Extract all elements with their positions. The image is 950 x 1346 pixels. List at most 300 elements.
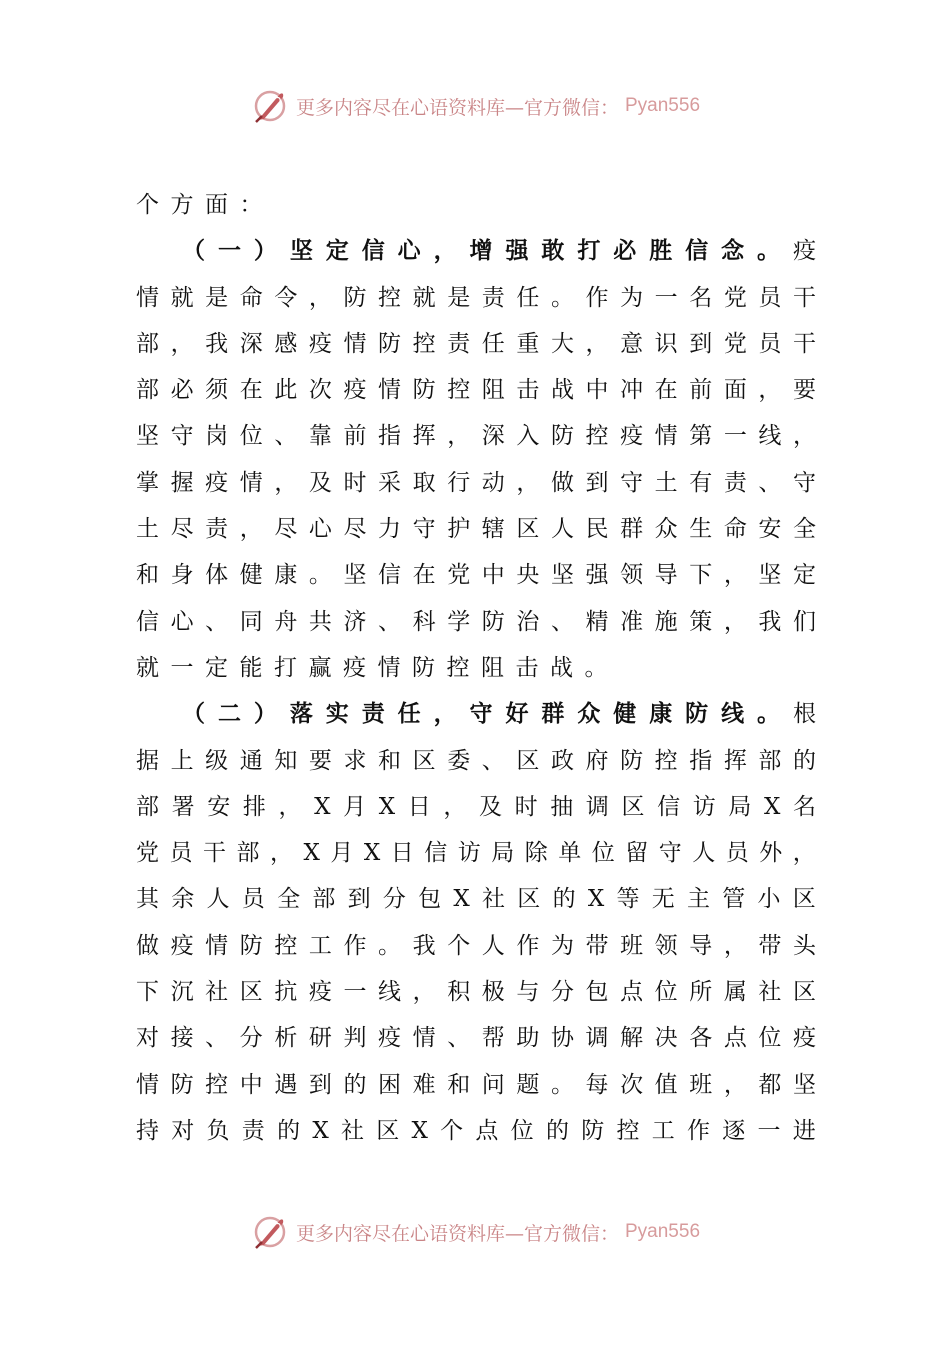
heading-char: 好 [505, 700, 529, 728]
text-char: 访 [457, 840, 481, 867]
text-char: X [411, 1117, 428, 1144]
text-char: 舟 [274, 608, 298, 635]
text-char: 据 [136, 747, 159, 774]
text-char: 为 [620, 284, 644, 311]
text-char: ， [170, 330, 194, 357]
text-char: 局 [728, 793, 752, 820]
text-char: 责 [447, 330, 471, 357]
text-char: 、 [447, 1025, 471, 1052]
text-char: 身 [170, 562, 194, 589]
text-char: 安 [207, 793, 231, 820]
text-char: 、 [205, 1025, 229, 1052]
text-char: 坚 [758, 562, 782, 589]
text-char: 战 [550, 377, 574, 404]
text-char: 所 [689, 979, 713, 1006]
text-char: 逐 [722, 1117, 746, 1144]
text-char: 责 [241, 1117, 265, 1144]
text-char: 防 [239, 932, 263, 959]
text-char: ， [792, 840, 816, 867]
text-char: X [587, 886, 605, 913]
text-char: 和 [378, 747, 402, 774]
text-char: 精 [585, 608, 609, 635]
paragraph-line [136, 784, 816, 830]
text-char: 疫 [170, 932, 194, 959]
text-char: 、 [550, 608, 574, 635]
text-char: 民 [585, 516, 609, 543]
text-char: 社 [340, 1117, 364, 1144]
text-char: 协 [550, 1025, 574, 1052]
text-char: 挥 [723, 747, 747, 774]
text-char: 靠 [308, 423, 332, 450]
text-char: 央 [516, 562, 540, 589]
text-char: 强 [585, 562, 609, 589]
text-char: 取 [412, 469, 436, 496]
text-char: 极 [481, 979, 505, 1006]
heading-char: 一 [217, 237, 241, 265]
text-char: 区 [621, 793, 645, 820]
text-char: 抽 [550, 793, 574, 820]
text-char: 局 [491, 840, 515, 867]
text-char: 安 [758, 516, 782, 543]
text-char: 信 [424, 840, 448, 867]
text-char: 就 [170, 284, 194, 311]
text-char: 群 [620, 516, 644, 543]
text-char: X [453, 886, 470, 913]
text-char: 责 [481, 284, 505, 311]
heading-char: 念 [721, 237, 745, 265]
heading-char: 胜 [649, 237, 673, 265]
text-char: ， [723, 1071, 747, 1098]
text-char: 尽 [274, 516, 298, 543]
text-char: 防 [481, 608, 505, 635]
text-char: 防 [343, 284, 367, 311]
text-char: 的 [277, 1117, 301, 1144]
text-char: 行 [447, 469, 471, 496]
text-char: 。 [550, 284, 574, 311]
text-char: 学 [447, 608, 471, 635]
text-char: 坚 [136, 423, 159, 450]
text-char: 无 [651, 886, 675, 913]
heading-char: ） [253, 237, 277, 265]
text-char: 名 [793, 793, 816, 820]
text-char: 区 [516, 747, 540, 774]
paragraph-line [136, 738, 816, 784]
heading-char: 打 [577, 237, 601, 265]
text-char: 人 [206, 886, 230, 913]
text-char: 到 [585, 469, 609, 496]
text-char: 击 [516, 377, 540, 404]
text-char: 沉 [170, 979, 194, 1006]
text-char: 情 [378, 377, 402, 404]
heading-char: 落 [289, 700, 313, 728]
text-char: 控 [616, 1117, 640, 1144]
text-char: 人 [481, 932, 505, 959]
text-char: 必 [170, 377, 194, 404]
text-char: 施 [654, 608, 678, 635]
paragraph-line [136, 275, 816, 321]
text-char: 入 [516, 423, 540, 450]
text-char: 策 [689, 608, 713, 635]
text-char: 科 [412, 608, 436, 635]
text-char: 头 [792, 932, 816, 959]
text-char: 控 [585, 423, 609, 450]
text-char: 到 [347, 886, 371, 913]
text-char: 点 [475, 1117, 499, 1144]
text-char: 党 [136, 840, 159, 867]
text-char: 调 [585, 1025, 609, 1052]
text-char: 除 [524, 840, 548, 867]
text-char: 同 [239, 608, 263, 635]
text-char: 情 [205, 932, 229, 959]
text-char: X [314, 793, 331, 820]
text-char: 社 [758, 979, 782, 1006]
text-char: 在 [654, 377, 678, 404]
text-char: 包 [418, 886, 442, 913]
text-char: 下 [689, 562, 713, 589]
heading-char: 信 [361, 237, 385, 265]
text-char: ， [239, 516, 263, 543]
text-char: 访 [692, 793, 716, 820]
text-char: 位 [510, 1117, 534, 1144]
heading-char: 强 [505, 237, 529, 265]
text-char: 干 [792, 284, 816, 311]
section-heading-line [136, 691, 816, 737]
text-char: 员 [241, 886, 265, 913]
text-char: 区 [376, 1117, 400, 1144]
text-char: 单 [558, 840, 582, 867]
text-char: 守 [792, 469, 816, 496]
heading-char: 。 [757, 237, 780, 265]
text-char: 余 [171, 886, 195, 913]
text-char: 握 [170, 469, 194, 496]
text-char: 分 [239, 1025, 263, 1052]
text-char: 党 [723, 284, 747, 311]
paragraph-line [136, 969, 816, 1015]
heading-char: 定 [325, 237, 349, 265]
text-char: 班 [689, 1071, 713, 1098]
text-char: 部 [136, 793, 159, 820]
text-char: 疫 [378, 1025, 402, 1052]
heading-char: 增 [469, 237, 493, 265]
text-char: 与 [516, 979, 540, 1006]
heading-char: 敢 [541, 237, 565, 265]
text-char: ， [274, 469, 298, 496]
text-char: 令 [274, 284, 298, 311]
text-char: 指 [689, 747, 713, 774]
section-heading-line [136, 228, 816, 274]
text-char: 阻 [481, 377, 505, 404]
text-char: 我 [205, 330, 229, 357]
text-char: 心 [170, 608, 194, 635]
text-char: 名 [689, 284, 713, 311]
text-char: 控 [274, 932, 298, 959]
paragraph-line [136, 552, 816, 598]
text-char: 党 [447, 562, 471, 589]
text-char: 导 [689, 932, 713, 959]
text-char: 责 [205, 516, 229, 543]
text-char: 在 [239, 377, 263, 404]
text-char: 时 [514, 793, 538, 820]
text-char: 接 [170, 1025, 194, 1052]
text-char: 、 [481, 747, 505, 774]
text-char: 是 [447, 284, 471, 311]
paragraph-line [136, 367, 816, 413]
text-char: 疫 [620, 423, 644, 450]
text-char: 的 [545, 1117, 569, 1144]
text-char: 情 [654, 423, 678, 450]
text-char: 点 [620, 979, 644, 1006]
text-char: 求 [343, 747, 367, 774]
text-char: 防 [550, 423, 574, 450]
text-char: 主 [687, 886, 710, 913]
text-char: 全 [277, 886, 301, 913]
text-char: 助 [516, 1025, 540, 1052]
heading-char: （ [182, 237, 205, 265]
text-char: 治 [516, 608, 540, 635]
text-char: 员 [758, 330, 782, 357]
paragraph-line [136, 1015, 816, 1061]
text-char: ， [585, 330, 609, 357]
text-char: 班 [620, 932, 644, 959]
text-char: 采 [378, 469, 402, 496]
text-char: 。 [550, 1071, 574, 1098]
text-char: 下 [136, 979, 159, 1006]
text-char: 控 [205, 1071, 229, 1098]
text-char: 日 [407, 793, 431, 820]
text-char: 中 [585, 377, 609, 404]
text-char: 体 [205, 562, 229, 589]
text-char: 题 [516, 1071, 540, 1098]
text-char: 党 [723, 330, 747, 357]
heading-char: 必 [613, 237, 637, 265]
text-char: 动 [481, 469, 505, 496]
text-char: 到 [308, 1071, 332, 1098]
text-char: 面 [723, 377, 747, 404]
text-char: 位 [239, 423, 263, 450]
text-char: 领 [654, 932, 678, 959]
text-char: 调 [585, 793, 609, 820]
text-char: 每 [585, 1071, 609, 1098]
text-char: 信 [657, 793, 681, 820]
text-char: 防 [581, 1117, 605, 1144]
text-char: 工 [308, 932, 332, 959]
watermark-header [0, 84, 950, 128]
text-char: 、 [758, 469, 782, 496]
text-char: 等 [616, 886, 640, 913]
text-char: 问 [481, 1071, 505, 1098]
text-char: 抗 [274, 979, 298, 1006]
paragraph-line [136, 830, 816, 876]
text-char: 遇 [274, 1071, 298, 1098]
heading-char: 线 [721, 700, 745, 728]
text-char: 深 [239, 330, 263, 357]
text-char: 识 [654, 330, 678, 357]
text-char: 属 [723, 979, 747, 1006]
text-char: 外 [759, 840, 783, 867]
text-char: 、 [205, 608, 229, 635]
text-char: ， [412, 979, 436, 1006]
text-char: 困 [378, 1071, 402, 1098]
text-char: 命 [239, 284, 263, 311]
text-char: 任 [481, 330, 505, 357]
text-char: 康 [274, 562, 298, 589]
text-char: 员 [725, 840, 749, 867]
heading-char: 众 [577, 700, 601, 728]
text-char: 就 [412, 284, 436, 311]
text-char: 做 [136, 932, 159, 959]
text-char: 位 [591, 840, 615, 867]
text-char: 积 [447, 979, 471, 1006]
text-char: 疫 [343, 377, 367, 404]
text-char: 防 [412, 377, 436, 404]
text-char: 月 [330, 840, 354, 867]
text-char: 人 [692, 840, 716, 867]
text-char: 月 [343, 793, 367, 820]
text-char: 防 [620, 747, 644, 774]
text-char: 坚 [792, 1071, 816, 1098]
quill-logo-icon [250, 86, 290, 126]
text-char: 全 [792, 516, 816, 543]
text-char: 此 [274, 377, 298, 404]
text-char: 防 [170, 1071, 194, 1098]
text-char: 排 [242, 793, 266, 820]
heading-char: 守 [469, 700, 493, 728]
text-char: 管 [722, 886, 746, 913]
text-char: 岗 [205, 423, 229, 450]
text-char: 生 [689, 516, 713, 543]
paragraph-line [136, 506, 816, 552]
text-char: X [303, 840, 320, 867]
text-char: 防 [378, 330, 402, 357]
text-char: ， [447, 423, 471, 450]
paragraph-line [136, 182, 816, 228]
paragraph-line [136, 321, 816, 367]
text-char: 干 [792, 330, 816, 357]
text-char: 挥 [412, 423, 436, 450]
text-char: 带 [585, 932, 609, 959]
text-char: 区 [792, 979, 816, 1006]
text-char: 指 [378, 423, 402, 450]
text-char: 及 [308, 469, 332, 496]
document-body [136, 182, 816, 1154]
text-char: 区 [517, 886, 541, 913]
text-char: 控 [654, 747, 678, 774]
heading-char: （ [182, 700, 205, 728]
text-char: 作 [585, 284, 609, 311]
text-char: 部 [236, 840, 260, 867]
text-char: 信 [378, 562, 402, 589]
text-char: 一 [343, 979, 367, 1006]
text-char: 的 [552, 886, 576, 913]
text-char: ， [443, 793, 467, 820]
text-char: 要 [792, 377, 816, 404]
heading-char: 信 [685, 237, 709, 265]
text-char: 中 [239, 1071, 263, 1098]
text-char: 社 [205, 979, 229, 1006]
quill-logo-icon [250, 1212, 290, 1252]
paragraph-line [136, 1062, 816, 1108]
text-char: 坚 [550, 562, 574, 589]
text-char: 难 [412, 1071, 436, 1098]
text-char: 心 [308, 516, 332, 543]
text-char: 的 [792, 747, 816, 774]
text-char: 、 [274, 423, 298, 450]
text-char: 责 [723, 469, 747, 496]
text-char: 小 [757, 886, 781, 913]
text-char: 作 [343, 932, 367, 959]
text-char: 区 [516, 516, 540, 543]
text-char: 尽 [170, 516, 194, 543]
text-char: 对 [171, 1117, 195, 1144]
text-char: 一 [723, 423, 747, 450]
text-char: 控 [378, 284, 402, 311]
text-char: 包 [585, 979, 609, 1006]
text-char: 帮 [481, 1025, 505, 1052]
text-char: 有 [689, 469, 713, 496]
text-char: 护 [447, 516, 471, 543]
text-char: 级 [205, 747, 229, 774]
text-char: 根 [792, 701, 816, 728]
text-char: 信 [136, 608, 159, 635]
line-text: 个方面： [136, 192, 274, 218]
text-char: 解 [620, 1025, 644, 1052]
text-char: 情 [136, 284, 159, 311]
heading-char: ， [433, 237, 457, 265]
text-char: 坚 [343, 562, 367, 589]
text-char: 济 [343, 608, 367, 635]
text-char: 众 [654, 516, 678, 543]
text-char: 日 [390, 840, 414, 867]
watermark-label: 更多内容尽在心语资料库—官方微信： [295, 96, 619, 119]
text-char: 控 [412, 330, 436, 357]
text-char: 力 [378, 516, 402, 543]
text-char: 判 [343, 1025, 367, 1052]
text-char: 线 [378, 979, 402, 1006]
text-char: 意 [620, 330, 644, 357]
text-char: 次 [308, 377, 332, 404]
text-char: 感 [274, 330, 298, 357]
text-char: 要 [308, 747, 332, 774]
text-char: 重 [516, 330, 540, 357]
heading-char: 康 [649, 700, 673, 728]
paragraph-line [136, 1108, 816, 1154]
text-char: 和 [136, 562, 159, 589]
text-char: 进 [792, 1117, 816, 1144]
text-char: 土 [654, 469, 678, 496]
heading-char: 心 [397, 237, 421, 265]
text-char: 带 [758, 932, 782, 959]
text-char: X [312, 1117, 329, 1144]
text-char: 作 [516, 932, 540, 959]
text-char: 各 [689, 1025, 713, 1052]
text-char: 区 [792, 886, 816, 913]
text-char: 分 [550, 979, 574, 1006]
text-char: 次 [620, 1071, 644, 1098]
text-char: 一 [757, 1117, 781, 1144]
text-char: 守 [170, 423, 194, 450]
text-char: 分 [382, 886, 406, 913]
text-char: 为 [550, 932, 574, 959]
text-char: 准 [620, 608, 644, 635]
text-char: 都 [758, 1071, 782, 1098]
text-char: 部 [312, 886, 336, 913]
text-char: 区 [239, 979, 263, 1006]
text-char: 点 [723, 1025, 747, 1052]
text-char: 一 [654, 284, 678, 311]
text-char: 府 [585, 747, 609, 774]
text-char: ， [723, 562, 747, 589]
text-char: 前 [689, 377, 713, 404]
